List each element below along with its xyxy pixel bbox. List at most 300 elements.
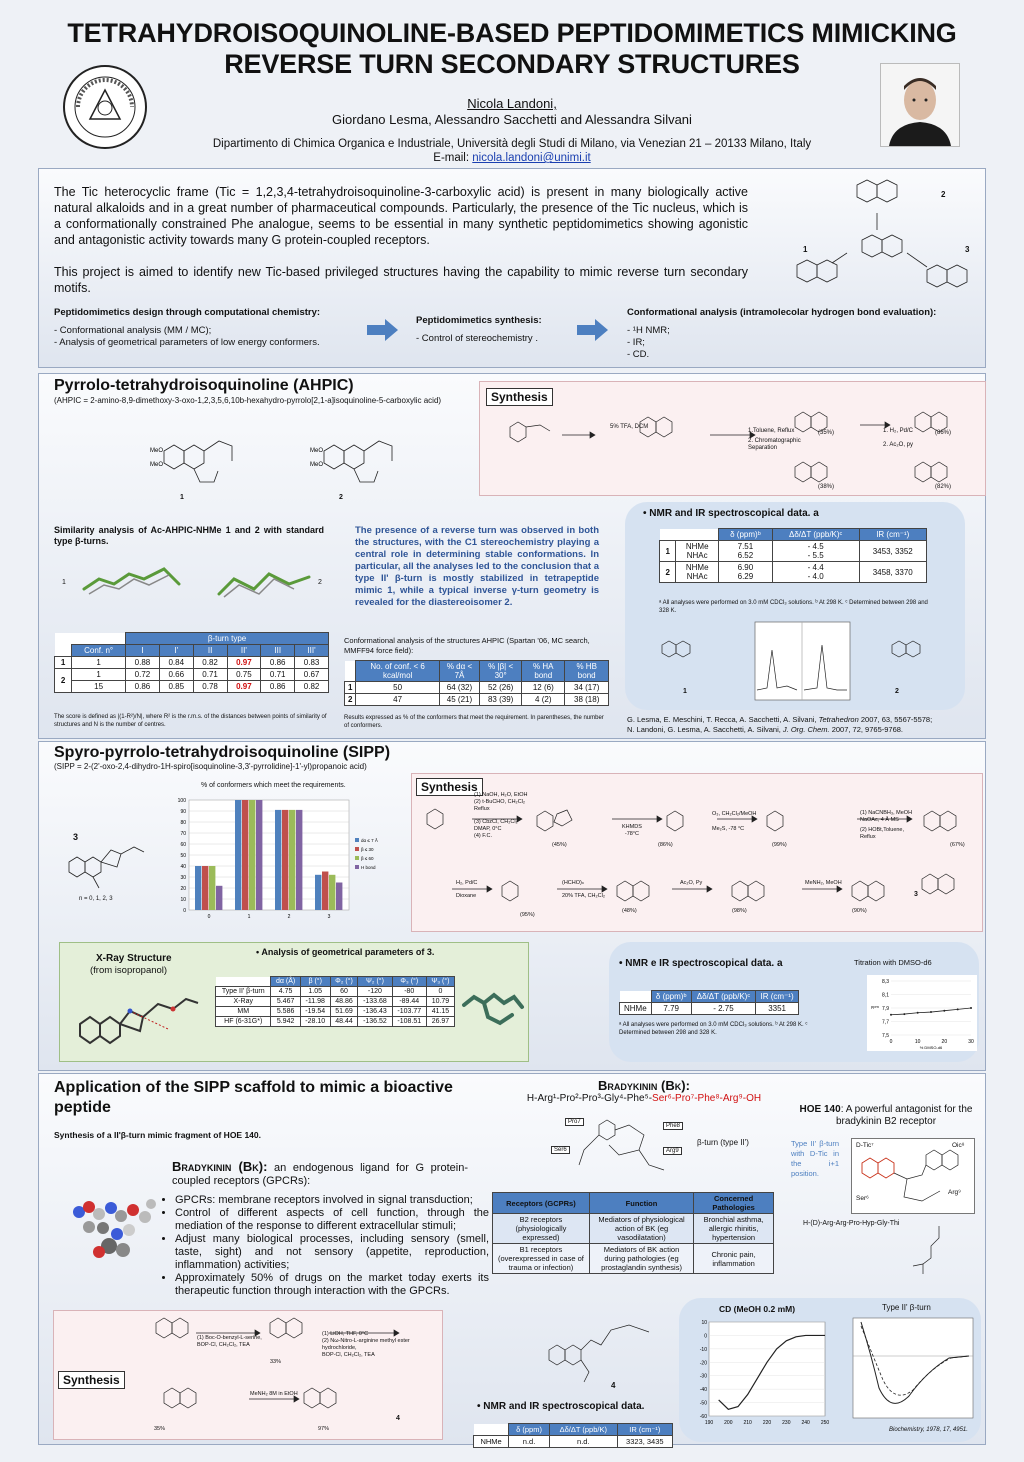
ahpic-structures <box>114 416 444 511</box>
ref1-authors: G. Lesma, E. Meschini, T. Recca, A. Sacchetti, A. Silvani, <box>627 715 819 724</box>
geo-header: Φ₂ (°) <box>330 977 358 987</box>
ahpic-nmr-title: NMR and IR spectroscopical data. a <box>649 508 819 519</box>
table-cell: 0.97 <box>227 681 261 693</box>
receptor-table <box>492 1192 774 1274</box>
conformers-note: Results expressed as % of the conformers that meet the requirement. In parentheses, the number of conformers. <box>344 715 604 729</box>
nmr-header-ir: IR (cm⁻¹) <box>859 529 927 541</box>
table-cell: 48.44 <box>330 1017 358 1027</box>
arginine-sidechain <box>899 1226 959 1276</box>
bk-yield: 97% <box>318 1426 330 1432</box>
table-cell: - 2.75 <box>691 1003 755 1015</box>
y-tick-label: 100 <box>177 798 186 804</box>
affiliation: Dipartimento di Chimica Organica e Industriale, Università degli Studi di Milano, via Venezian 21 – 20133 Milano, Italy <box>212 138 812 150</box>
table-cell: Type II' β-turn <box>216 987 271 997</box>
table-cell: n.d. <box>509 1436 550 1448</box>
intro-paragraph-1: The Tic heterocyclic frame (Tic = 1,2,3,4-tetrahydroisoquinoline-3-carboxylic acid) is present in many biologically active natural alkaloids and in a great number of pharmaceutical compounds. Particularly, the presence of the Tic nucleus, which is a conformationally constrained Phe analogue, seems to be essential in many synthetic peptidomimetics showing agonistic and antagonistic activity towards many G protein-coupled receptors. <box>54 185 748 247</box>
sipp-cond: 20% TFA, CH₂Cl₂ <box>562 893 605 899</box>
ahpic-yield-1: (35%) <box>818 430 835 436</box>
table-cell: 0.78 <box>193 681 227 693</box>
table-cell: 3458, 3370 <box>859 562 927 583</box>
y-tick-label: 80 <box>180 820 186 826</box>
sipp-cond: Reflux <box>860 834 876 840</box>
reference-2 <box>627 725 972 735</box>
conf-header-beta: % |β| < 30° <box>480 661 522 682</box>
table-cell: 52 (26) <box>480 682 522 694</box>
ahpic-yield-2: (38%) <box>818 484 835 490</box>
table-cell: 2 <box>55 669 72 693</box>
design-item-1: - Conformational analysis (MM / MC); <box>54 325 212 336</box>
xray-panel: X-Ray Structure (from isopropanol) • Analysis of geometrical parameters of 3. dα (Å) β (°) Φ₂ (°) Ψ₂ (°) Φ₃ (°) Ψ₃ (°) Type II' β-turn 4.75 1.05 60 -120 -80 0 X-Ray 5.467 -11.98 48.86 -133.68 -89.44 10.79 MM 5.586 -19.54 51.69 -136.43 -103.77 41.15 HF (6-31G*) 5.942 -28.10 48.44 -136.52 -108.51 26.97 <box>59 942 529 1062</box>
intro-scheme <box>777 175 977 305</box>
turn-type-label: β-turn (type II') <box>697 1138 749 1147</box>
table-cell: 83 (39) <box>480 694 522 706</box>
bk-product-label: 4 <box>396 1415 400 1422</box>
function-header: Function <box>589 1193 693 1214</box>
sipp-nmr-table <box>619 990 799 1015</box>
table-cell: 6.52 <box>737 551 754 560</box>
sipp-yield: (86%) <box>658 842 673 848</box>
protein-model <box>59 1172 169 1272</box>
table-cell: 4 (2) <box>522 694 565 706</box>
table-cell: NHMe <box>685 563 709 572</box>
hoe-title: HOE 140 <box>799 1104 841 1115</box>
bk-cond: (2) Nω-Nitro-L-arginine methyl ester hydrochloride, <box>322 1338 410 1351</box>
table-cell: 3351 <box>756 1003 799 1015</box>
similarity-title: Similarity analysis of Ac-AHPIC-NHMe 1 and 2 with standard type β-turns. <box>54 525 324 546</box>
conf-header-da: % dα < 7Å <box>439 661 479 682</box>
table-cell: 45 (21) <box>439 694 479 706</box>
nmr-header: IR (cm⁻¹) <box>617 1424 672 1436</box>
beta-header-II: II <box>193 645 227 657</box>
residue-tag-pro7: Pro7 <box>565 1118 584 1126</box>
bar <box>256 800 262 910</box>
ahpic-cond-2: 1.Toluene, Reflux <box>748 428 795 434</box>
bar <box>275 810 281 910</box>
bk-sequence-title: Bradykinin (Bk): <box>598 1078 690 1093</box>
nmr-header-delta: δ (ppm)ᵇ <box>718 529 772 541</box>
hoe-tag-oic: Oic⁸ <box>952 1142 965 1149</box>
y-tick-label: 0 <box>183 908 186 914</box>
table-cell: 0.67 <box>295 669 329 681</box>
x-tick-label: 2 <box>287 914 291 920</box>
arrow-icon <box>577 319 609 346</box>
table-cell: 1 <box>55 657 72 669</box>
sipp-subtitle: (SIPP = 2-(2'-oxo-2,4-dihydro-1H-spiro[isoquinoline-3,3'-pyrrolidine]-1'-yl)propanoic acid) <box>54 762 367 771</box>
poster-title <box>0 18 1024 80</box>
sipp-yield: (67%) <box>950 842 965 848</box>
svg-text:MeO: MeO <box>310 448 324 454</box>
ahpic-nmr-note: ᵃ All analyses were performed on 3.0 mM CDCl₃ solutions. ᵇ At 298 K. ᶜ Determined between 298 and 328 K. <box>659 600 928 614</box>
table-cell: -136.52 <box>358 1017 392 1027</box>
titration-chart <box>867 975 977 1051</box>
y-tick-label: 50 <box>180 853 186 859</box>
reference-cd-curve <box>839 1316 977 1426</box>
table-cell: -108.51 <box>392 1017 426 1027</box>
beta-table-note: The score is defined as |(1-R²)/N|, where R² is the r.m.s. of the distances between points of similarity of structures and N is the number of centres. <box>54 714 327 728</box>
y-tick-label: -50 <box>699 1400 707 1407</box>
conformational-item-3: - CD. <box>627 349 650 360</box>
sipp-cond: H₂, Pd/C <box>456 880 478 886</box>
beta-header-III: III <box>261 645 295 657</box>
bar <box>289 810 295 910</box>
table-cell: - 5.5 <box>807 551 824 560</box>
data-point <box>957 1008 959 1010</box>
table-cell: 0.85 <box>159 681 193 693</box>
hoe-sequence: H-(D)-Arg-Arg-Pro-Hyp-Gly-Thi <box>803 1220 900 1227</box>
table-row <box>216 987 455 997</box>
table-row <box>474 1436 673 1448</box>
sipp-yield: (90%) <box>852 908 867 914</box>
table-cell: 2 <box>345 694 356 706</box>
bk-sequence: H-Arg¹-Pro²-Pro³-Gly⁴-Phe⁵- <box>526 1093 653 1104</box>
hoe-description: : A powerful antagonist for the bradykinin B2 receptor <box>835 1104 973 1127</box>
table-cell: 0.82 <box>295 681 329 693</box>
legend-swatch <box>355 847 359 851</box>
table-cell: -80 <box>392 987 426 997</box>
table-cell: -133.68 <box>358 997 392 1007</box>
bar <box>195 866 201 910</box>
sipp-cond: Reflux <box>474 806 490 812</box>
table-row <box>660 541 927 562</box>
x-tick-label: 3 <box>327 914 331 920</box>
ahpic-title: Pyrrolo-tetrahydroisoquinoline (AHPIC) <box>54 377 354 394</box>
bk-yield: 33% <box>270 1359 282 1365</box>
y-tick-label: 7,9 <box>882 1006 889 1012</box>
nmr-header: Δδ/ΔT (ppb/K) <box>549 1424 617 1436</box>
ahpic-panel <box>38 373 986 739</box>
geo-header: Φ₃ (°) <box>392 977 426 987</box>
sipp-cond: (HCHO)ₙ <box>562 880 585 886</box>
svg-text:MeO: MeO <box>150 448 164 454</box>
table-cell: 0.83 <box>295 657 329 669</box>
x-tick-label: 20 <box>941 1039 948 1045</box>
fragment-title: Synthesis of a II'β-turn mimic fragment of HOE 140. <box>54 1130 262 1140</box>
table-cell: 0.75 <box>227 669 261 681</box>
y-tick-label: 10 <box>701 1320 707 1326</box>
scheme-label-1: 1 <box>803 245 808 254</box>
cd-panel <box>679 1298 981 1442</box>
table-row <box>216 997 455 1007</box>
table-cell: -11.98 <box>300 997 330 1007</box>
bar <box>322 872 328 911</box>
table-cell: -89.44 <box>392 997 426 1007</box>
table-cell: 15 <box>72 681 126 693</box>
table-cell: 51.69 <box>330 1007 358 1017</box>
ahpic-cond-1: 5% TFA, DCM <box>610 424 649 430</box>
sipp-nmr-panel: • NMR e IR spectroscopical data. a δ (ppm)ᵇ Δδ/ΔT (ppb/K)ᶜ IR (cm⁻¹) NHMe 7.79 - 2.75 3351 ᵃ All analyses were performed on 3.0 mM CDCl₃ solutions. ᵇ At 298 K. ᶜ Determined between 298 and 328 K. Titration with DMSO-d6 7,5 7,7 7,9 8,1 8,3 0 10 20 30 % DMSO-d6 ppm <box>609 942 979 1062</box>
y-tick-label: -40 <box>699 1387 707 1394</box>
ahpic-mol-label-2: 2 <box>339 494 343 501</box>
y-tick-label: 0 <box>704 1333 707 1340</box>
ahpic-cond-5: 2. Ac₂O, py <box>883 442 914 448</box>
ahpic-synthesis-box <box>479 381 986 496</box>
table-cell: Mediators of physiological action of BK (eg vasodilatation) <box>589 1214 693 1244</box>
sipp-structure <box>59 822 154 902</box>
data-point <box>930 1011 932 1013</box>
cd-title: CD (MeOH 0.2 mM) <box>719 1304 796 1314</box>
bar <box>329 875 335 910</box>
table-cell: 3453, 3352 <box>859 541 927 562</box>
ahpic-yield-4: (82%) <box>935 484 952 490</box>
ahpic-cond-4: 1. H₂, Pd/C <box>883 428 914 434</box>
table-cell: 0.88 <box>126 657 160 669</box>
x-tick-label: 1 <box>247 914 251 920</box>
table-cell: 2 <box>660 562 676 583</box>
conf-header-ha: % HA bond <box>522 661 565 682</box>
table-cell: 5.586 <box>271 1007 300 1017</box>
geo-header: dα (Å) <box>271 977 300 987</box>
ref1-volume: 2007, 63, 5567-5578; <box>858 715 933 724</box>
x-tick-label: 220 <box>762 1420 772 1426</box>
table-cell: 0.86 <box>261 681 295 693</box>
table-cell: - 4.0 <box>807 572 824 581</box>
beta-header-II-prime: II' <box>227 645 261 657</box>
design-title: Peptidomimetics design through computational chemistry: <box>54 307 321 318</box>
plot-area <box>709 1322 825 1416</box>
y-tick-label: 40 <box>180 864 186 870</box>
x-tick-label: 250 <box>820 1420 829 1426</box>
nmr-mol-label-1: 1 <box>683 688 687 695</box>
table-cell: -28.10 <box>300 1017 330 1027</box>
y-tick-label: 8,3 <box>882 979 889 985</box>
nmr-header-coef: Δδ/ΔT (ppb/K)ᶜ <box>772 529 859 541</box>
x-tick-label: 210 <box>743 1420 752 1426</box>
table-cell: 1 <box>72 657 126 669</box>
ahpic-yield-3: (86%) <box>935 430 952 436</box>
bar <box>336 883 342 911</box>
table-cell: 34 (17) <box>565 682 609 694</box>
titration-title: Titration with DMSO-d6 <box>854 958 932 967</box>
data-point <box>970 1007 972 1009</box>
table-row <box>216 1007 455 1017</box>
hf-model <box>460 975 528 1045</box>
bk-cond: BOP-Cl, CH₂Cl₂, TEA <box>197 1342 250 1348</box>
bar <box>249 800 255 910</box>
y-axis-label: ppm <box>871 1004 879 1009</box>
cd-reference: Biochemistry, 1978, 17, 4951. <box>889 1427 968 1433</box>
pathologies-header: Concerned Pathologies <box>694 1193 774 1214</box>
x-tick-label: 0 <box>207 914 211 920</box>
beta-header-conf: Conf. n° <box>72 645 126 657</box>
table-cell: 0.71 <box>261 669 295 681</box>
table-cell: -120 <box>358 987 392 997</box>
sipp-cond: KHMDS <box>622 824 642 830</box>
table-cell: NHMe <box>685 542 709 551</box>
bar <box>315 875 321 910</box>
beta-turn-table <box>54 632 329 693</box>
y-tick-label: -20 <box>699 1360 707 1367</box>
conformational-title: Conformational analysis (intramolecolar hydrogen bond evaluation): <box>627 307 937 318</box>
table-cell: 0.72 <box>126 669 160 681</box>
table-row <box>493 1214 774 1244</box>
bk-bullet-list <box>157 1194 489 1298</box>
reference-1 <box>627 715 972 725</box>
table-cell: 4.75 <box>271 987 300 997</box>
coauthors: Giordano Lesma, Alessandro Sacchetti and Alessandra Silvani <box>332 112 692 127</box>
table-cell: 7.79 <box>651 1003 691 1015</box>
y-tick-label: -10 <box>699 1346 707 1353</box>
table-cell: 38 (18) <box>565 694 609 706</box>
bk-title: Bradykinin (Bk): <box>172 1159 268 1174</box>
sipp-synthesis-box <box>411 773 983 932</box>
table-cell: NHAc <box>686 551 708 560</box>
table-cell: 3323, 3435 <box>617 1436 672 1448</box>
sipp-cond: O₃, CH₂Cl₂/MeOH <box>712 811 757 817</box>
email-label: E-mail: <box>433 152 473 164</box>
sipp-yield: (98%) <box>732 908 747 914</box>
table-cell: 5.942 <box>271 1017 300 1027</box>
compound-4-label: 4 <box>611 1381 616 1390</box>
ref2-journal: J. Org. Chem. <box>782 724 830 734</box>
beta-header-I-prime: I' <box>159 645 193 657</box>
table-row <box>345 682 609 694</box>
conformational-text: Conformational analysis of the structures AHPIC (Spartan '06, MC search, MMFF94 force field): <box>344 636 590 655</box>
sipp-cond: Me₂S, -78 °C <box>712 826 745 832</box>
bk-cond: BOP-Cl, CH₂Cl₂, TEA <box>322 1352 375 1358</box>
bar <box>282 810 288 910</box>
y-tick-label: 60 <box>180 842 186 848</box>
title-line-1: TETRAHYDROISOQUINOLINE-BASED PEPTIDOMIMETICS MIMICKING <box>67 18 957 48</box>
table-cell: 64 (32) <box>439 682 479 694</box>
y-tick-label: 70 <box>180 831 186 837</box>
table-cell: -136.43 <box>358 1007 392 1017</box>
bar <box>296 810 302 910</box>
sipp-product-label: 3 <box>914 891 918 898</box>
x-tick-label: 10 <box>914 1039 921 1045</box>
legend-swatch <box>355 865 359 869</box>
sipp-mol-label: 3 <box>73 832 79 842</box>
table-row <box>660 562 927 583</box>
scheme-label-3: 3 <box>965 245 970 254</box>
overlay-models <box>54 549 334 619</box>
synthesis-item-1: - Control of stereochemistry . <box>416 333 538 344</box>
table-cell: -103.77 <box>392 1007 426 1017</box>
table-cell: MM <box>216 1007 271 1017</box>
table-cell: HF (6-31G*) <box>216 1017 271 1027</box>
ref1-journal: Tetrahedron <box>818 715 859 724</box>
x-tick-label: 0 <box>889 1039 893 1045</box>
y-tick-label: 20 <box>180 886 186 892</box>
title-line-2: REVERSE TURN SECONDARY STRUCTURES <box>224 49 800 79</box>
table-cell: 1 <box>345 682 356 694</box>
list-item: • Adjust many biological processes, including sensory (smell, taste, sight) and not sensory (appetite, reproduction, inflammation) activities; <box>175 1233 489 1272</box>
beta-turn-group-header: β-turn type <box>126 633 329 645</box>
nmr-header: δ (ppm)ᵇ <box>651 991 691 1003</box>
list-item: • GPCRs: membrane receptors involved in signal transduction; <box>175 1194 489 1207</box>
data-point <box>903 1013 905 1015</box>
ahpic-synthesis-label: Synthesis <box>486 388 553 406</box>
bar <box>235 800 241 910</box>
table-cell: 0 <box>426 987 454 997</box>
bk-synthesis-box <box>53 1310 443 1440</box>
bk-sequence-highlight: Ser⁶-Pro⁷-Phe⁸-Arg⁹-OH <box>652 1093 762 1104</box>
geo-title: Analysis of geometrical parameters of 3. <box>261 947 435 957</box>
conf-header-hb: % HB bond <box>565 661 609 682</box>
intro-panel <box>38 168 986 368</box>
email-link[interactable]: nicola.landoni@unimi.it <box>472 152 591 164</box>
geo-header: β (°) <box>300 977 330 987</box>
sipp-nmr-title: NMR e IR spectroscopical data. a <box>625 958 783 969</box>
sipp-yield: (45%) <box>552 842 567 848</box>
ref2-authors: N. Landoni, G. Lesma, A. Sacchetti, A. Silvani, <box>627 724 783 734</box>
presenting-author: Nicola Landoni, <box>467 96 557 111</box>
table-cell: 6.29 <box>737 572 754 581</box>
overlay-label-1: 1 <box>62 579 66 586</box>
hoe-tag-dtic: D-Tic⁷ <box>856 1142 874 1149</box>
table-cell: Mediators of BK action during pathologies (eg prostaglandin synthesis) <box>589 1244 693 1274</box>
bradykinin-panel: Application of the SIPP scaffold to mimic a bioactive peptide Synthesis of a II'β-turn mimic fragment of HOE 140. Bradykinin (Bk): an endogenous ligand for G protein-coupled receptors (GPCRs): • GPCRs: membrane receptors involved in signal transduction; • Control of different aspects of cell function, through the mediation of the response to different extracellular stimuli; • Adjust many biological processes, including sensory (smell, taste, sight) and not sensory (appetite, reproduction, inflammation) activities; • Approximately 50% of drugs on the market today exerts its therapeutic function through interaction with the GPCRs. Bradykinin (Bk): H-Arg¹-Pro²-Pro³-Gly⁴-Phe⁵-Ser⁶-Pro⁷-Phe⁸-Arg⁹-OH Pro7 Phe8 Ser6 Arg9 β-turn (type II') HOE 140: A powerful antagonist for the bradykinin B2 receptor Type II' β-turn with D-Tic in the i+1 position. D-Tic⁷ Oic⁸ Ser⁶ Arg⁹ H-(D)-Arg-Arg-Pro-Hyp-Gly-Thi Receptors (GCPRs) Function Concerned Pathologies B2 receptors (physiologically expressed) Mediators of physiological action of BK (eg vasodilatation) Bronchial asthma, allergic rhinitis, hypertension B1 receptors (overexpressed in case of trauma or infection) Mediators of BK action during pathologies (eg prostaglandin synthesis) Chronic pain, inflammation Synthesis (1) Boc-O-benzyl-L-serine, BOP-Cl, CH₂Cl₂, TEA (1) LiOH, THF, 0°C (2) Nω-Nitro-L-arginine methyl ester hydrochloride, BOP-Cl, CH₂Cl₂, TEA MeNH₂ 8M in EtOH 33% 35% 97% 4 4 • NMR and IR spectroscopical data. δ (ppm) Δδ/ΔT (ppb/K) IR (cm⁻¹) NHMe n.d. n.d. 3323, 3435 CD (MeOH 0.2 mM) 10 0 -10 -20 -30 -40 -50 -60 190 200 210 220 230 240 250 Type II' β-turn Biochemistry, 1978, 17, 4951. <box>38 1073 986 1445</box>
bar <box>216 886 222 910</box>
sipp-cond: (1) NaOH, H₂O, EtOH <box>474 792 528 798</box>
x-tick-label: 230 <box>782 1420 791 1426</box>
sipp-cond: Ac₂O, Py <box>680 880 703 886</box>
legend-label: H bond <box>361 865 376 870</box>
xray-structure <box>68 979 208 1059</box>
geometry-table <box>215 976 455 1027</box>
sipp-cond: (3) CbzCl, CH₂Cl₂ <box>474 819 518 825</box>
x-tick-label: 200 <box>724 1420 733 1426</box>
geo-header: Ψ₃ (°) <box>426 977 454 987</box>
svg-text:MeO: MeO <box>310 462 324 468</box>
y-tick-label: 7,7 <box>882 1019 889 1026</box>
data-point <box>890 1014 892 1016</box>
conf-header-count: No. of conf. < 6 kcal/mol <box>356 661 439 682</box>
hoe-structure-box <box>851 1138 975 1214</box>
table-cell: - 4.4 <box>807 563 824 572</box>
ahpic-mol-label-1: 1 <box>180 494 184 501</box>
cd-chart <box>689 1318 829 1430</box>
cd-ref-title: Type II' β-turn <box>882 1303 931 1312</box>
nmr-mol-label-2: 2 <box>895 688 899 695</box>
table-cell: 0.97 <box>227 657 261 669</box>
sipp-synthesis-label: Synthesis <box>416 778 483 796</box>
table-cell: 7.51 <box>737 542 754 551</box>
beta-header-I: I <box>126 645 160 657</box>
bk-cond: (1) Boc-O-benzyl-L-serine, <box>197 1335 262 1341</box>
y-tick-label: 10 <box>180 897 186 903</box>
arrow-icon <box>367 319 399 346</box>
beta-header-III-prime: III' <box>295 645 329 657</box>
hoe-tag-arg: Arg⁹ <box>948 1189 961 1196</box>
nmr-header: δ (ppm) <box>509 1424 550 1436</box>
sipp-cond: (4) F.C. <box>474 833 493 839</box>
table-row <box>216 1017 455 1027</box>
table-row <box>55 681 329 693</box>
legend-label: β ≤ 30 <box>361 847 374 852</box>
sipp-yield: (99%) <box>772 842 787 848</box>
sipp-cond: MeNH₂, MeOH <box>805 880 842 886</box>
table-cell: - 4.5 <box>807 542 824 551</box>
reverse-turn-text: The presence of a reverse turn was observed in both the structures, with the C1 stereochemistry playing a central role in determining stable conformations. In particular, all the analyses led to the conclusion that a type II' β-turn is mostly stabilized in tetrapeptide mimic 1, while a typical inverse γ-turn geometry is revealed for the diastereoisomer 2. <box>355 525 599 608</box>
table-cell: 41.15 <box>426 1007 454 1017</box>
table-cell: X-Ray <box>216 997 271 1007</box>
table-cell: 50 <box>356 682 439 694</box>
table-row <box>55 657 329 669</box>
table-cell: 5.467 <box>271 997 300 1007</box>
legend-label: β ≤ 60 <box>361 856 374 861</box>
legend-swatch <box>355 856 359 860</box>
compound-4-structure <box>539 1310 669 1390</box>
sipp-cond: DMAP, 0°C <box>474 826 502 832</box>
table-row <box>620 1003 799 1015</box>
table-cell: 1 <box>660 541 676 562</box>
ahpic-nmr-panel: • NMR and IR spectroscopical data. a δ (ppm)ᵇ Δδ/ΔT (ppb/K)ᶜ IR (cm⁻¹) 1 NHMe NHAc 7.51 6.52 - 4.5 - 5.5 3453, 3352 2 NHMe NHAc 6.90 6.29 - 4.4 - 4.0 3458, 3370 ᵃ All analyses were performed on 3.0 mM CDCl₃ solutions. ᵇ At 298 K. ᶜ Determined between 298 and 328 K. 1 2 <box>625 502 965 710</box>
scheme-label-2: 2 <box>941 190 946 199</box>
residue-tag-ser6: Ser6 <box>551 1146 570 1154</box>
conformational-item-1: - ¹H NMR; <box>627 325 670 336</box>
intro-paragraph-2: This project is aimed to identify new Tic-based privileged structures having the capability to mimic reverse turn secondary motifs. <box>54 265 748 295</box>
y-tick-label: 8,1 <box>882 992 889 999</box>
